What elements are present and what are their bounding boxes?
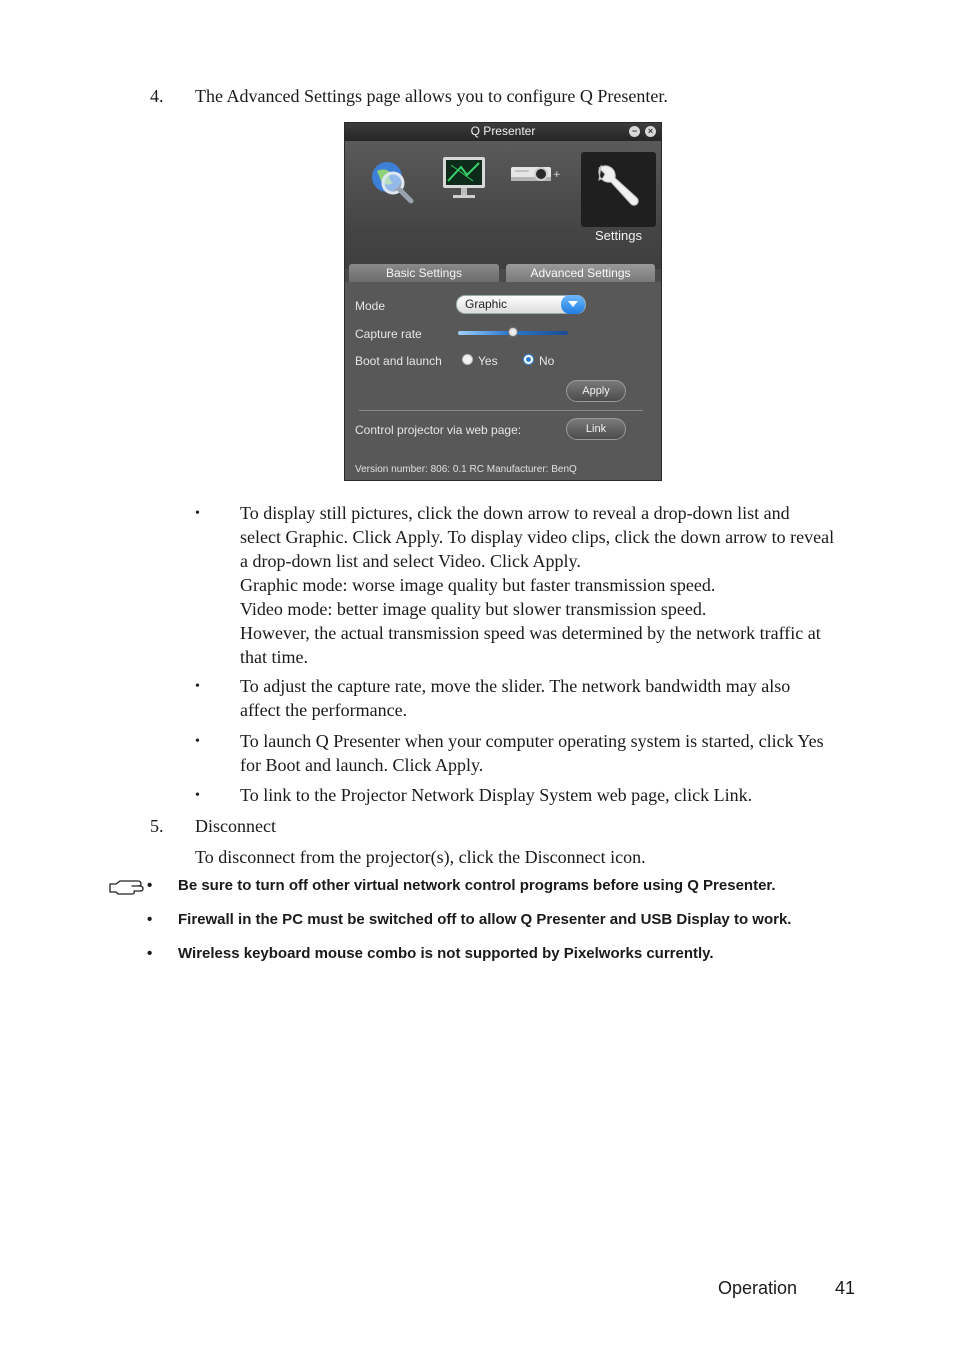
search-globe-icon[interactable] [363,153,419,209]
bullet-capture [240,674,860,722]
close-button[interactable]: × [645,126,656,137]
bullet-dot: • [195,734,200,749]
bullet-boot [240,729,860,777]
bullet-line: a drop-down list and select Video. Click Apply. [240,551,581,571]
footer-section: Operation [718,1278,798,1298]
bullet-line: To launch Q Presenter when your computer operating system is started, click Yes [240,731,824,751]
apply-button[interactable]: Apply [566,380,626,402]
step-number: 4. [150,86,164,106]
bullet-line: To adjust the capture rate, move the slider. The network bandwidth may also [240,676,791,696]
radio-no[interactable] [523,354,534,365]
step-text: The Advanced Settings page allows you to configure Q Presenter. [195,86,668,106]
note-text: Be sure to turn off other virtual network control programs before using Q Presenter. [178,877,776,894]
mode-value: Graphic [465,297,508,311]
title-bar [345,123,661,141]
bullet-line: that time. [240,647,308,667]
svg-text:+: + [553,170,561,180]
step-number: 5. [150,816,164,836]
radio-yes-label: Yes [478,354,498,368]
step-title: Disconnect [195,816,276,836]
pointing-hand-icon [108,876,148,902]
divider [359,410,643,411]
wrench-settings-icon [581,152,656,227]
capture-rate-label: Capture rate [355,327,422,341]
version-text: Version number: 806: 0.1 RC Manufacturer: BenQ [355,464,577,475]
mode-dropdown[interactable] [456,295,586,314]
radio-yes[interactable] [462,354,473,365]
bullet-line: for Boot and launch. Click Apply. [240,755,484,775]
note-bullet: • [147,911,153,928]
minimize-button[interactable]: − [629,126,640,137]
tab-advanced-settings[interactable]: Advanced Settings [506,264,655,282]
bullet-dot: • [195,679,200,694]
chevron-down-icon[interactable] [561,295,585,314]
bullet-line: However, the actual transmission speed was determined by the network traffic at [240,623,821,643]
slider-handle[interactable] [508,327,518,337]
note-text: Wireless keyboard mouse combo is not supported by Pixelworks currently. [178,945,714,962]
settings-label: Settings [595,228,642,243]
tab-basic-settings[interactable]: Basic Settings [349,264,499,282]
bullet-line: To link to the Projector Network Display System web page, click Link. [240,785,753,805]
window-title: Q Presenter [470,124,536,138]
step-text: To disconnect from the projector(s), click the Disconnect icon. [195,847,646,867]
note-text: Firewall in the PC must be switched off to allow Q Presenter and USB Display to work. [178,911,792,928]
projector-icon[interactable] [507,153,563,209]
settings-button[interactable] [581,152,656,227]
link-button[interactable]: Link [566,418,626,440]
bullet-link [240,783,860,807]
note-bullet: • [147,945,153,962]
bullet-mode [240,501,860,669]
note-bullet: • [147,877,153,894]
radio-no-label: No [539,354,555,368]
bullet-line: select Graphic. Click Apply. To display video clips, click the down arrow to reveal [240,527,835,547]
mode-label: Mode [355,299,386,313]
bullet-dot: • [195,506,200,521]
q-presenter-window [344,122,662,481]
monitor-icon[interactable] [437,153,493,209]
bullet-line: affect the performance. [240,700,408,720]
boot-launch-label: Boot and launch [355,354,442,368]
bullet-line: Video mode: better image quality but slower transmission speed. [240,599,707,619]
control-web-label: Control projector via web page: [355,423,522,437]
page-number: 41 [835,1278,856,1298]
bullet-line: To display still pictures, click the down arrow to reveal a drop-down list and [240,503,790,523]
bullet-dot: • [195,788,200,803]
bullet-line: Graphic mode: worse image quality but faster transmission speed. [240,575,716,595]
